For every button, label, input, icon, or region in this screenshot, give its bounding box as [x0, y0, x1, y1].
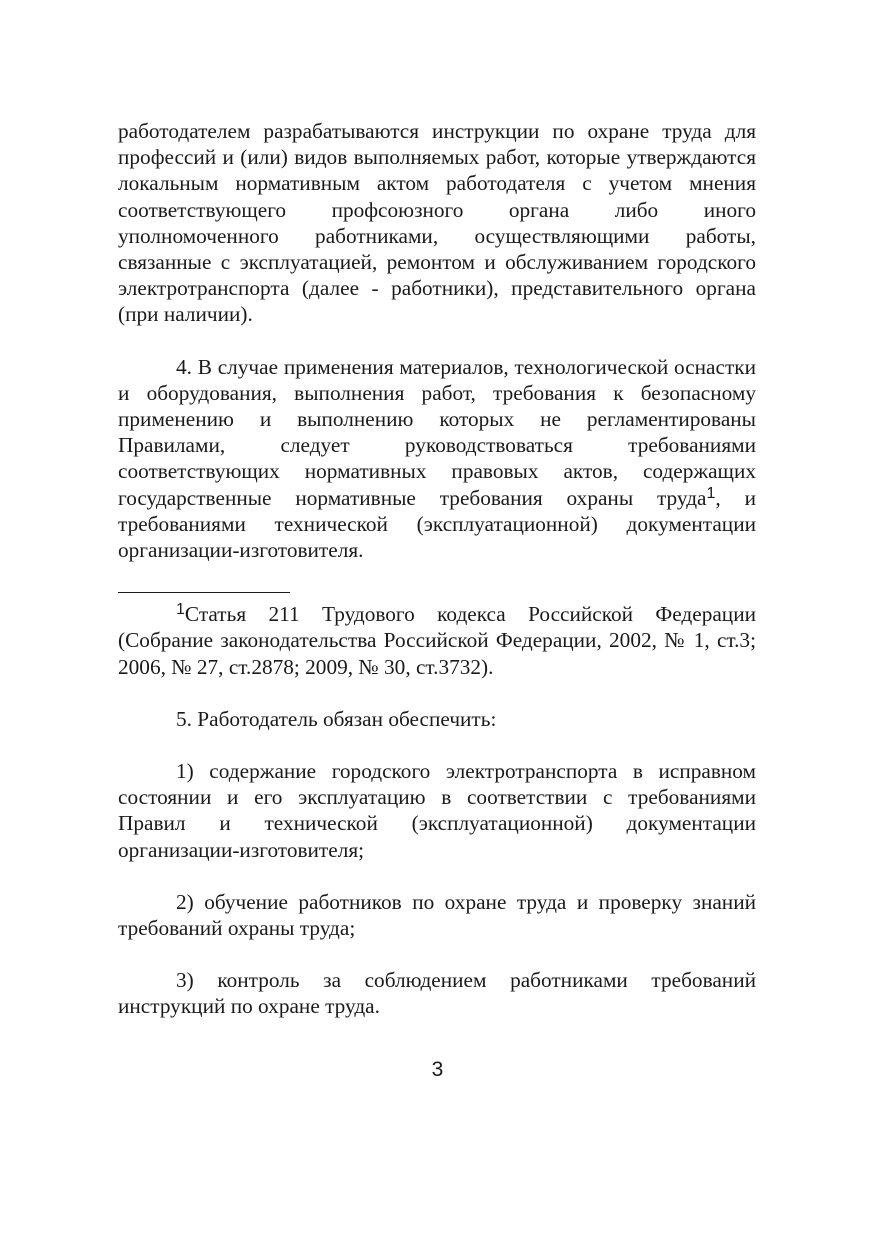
footnote-separator [118, 592, 290, 593]
paragraph-intro: работодателем разрабатываются инструкции по охране труда для профессий и (или) видов выполняемых работ, которые утверждаются локальным нормативным актом работодателя с учетом мнения соответствующего профсоюзного органа либо иного уполномоченного работниками, осуществляющими работы, связанные с эксплуатацией, ремонтом и обслуживанием городского электротранспорта (далее - работники), представительного органа (при наличии). [118, 119, 756, 327]
document-page [118, 118, 756, 1020]
page-number: 3 [431, 1058, 444, 1081]
list-item-5-1: 1) содержание городского электротранспорта в исправном состоянии и его эксплуатацию в соответствии с требованиями Правил и технической (эксплуатационной) документации организации-изготовителя; [118, 759, 756, 862]
footnote-marker: 1 [176, 601, 185, 619]
footnote [118, 601, 756, 680]
item-4-text-continued: , и требованиями технической (эксплуатационной) документации организации-изготовителя. [118, 485, 756, 563]
footnote-reference[interactable]: 1 [706, 484, 716, 502]
list-item-5-2: 2) обучение работников по охране труда и проверку знаний требований охраны труда; [118, 889, 756, 941]
item-4-text: 4. В случае применения материалов, технологической оснастки и оборудования, выполнения работ, требования к безопасному применению и выполнению которых не регламентированы Правилами, следует руководствоваться требованиями соответствующих нормативных правовых актов, содержащих государственные нормативные требования охраны труда [118, 354, 756, 510]
paragraph-item-4 [118, 354, 756, 564]
list-item-5-3: 3) контроль за соблюдением работниками требований инструкций по охране труда. [118, 968, 756, 1019]
footnote-text: Статья 211 Трудового кодекса Российской Федерации (Собрание законодательства Российской Федерации, 2002, № 1, ст.3; 2006, № 27, ст.2878; 2009, № 30, ст.3732). [118, 602, 756, 679]
paragraph-item-5: 5. Работодатель обязан обеспечить: [176, 706, 497, 731]
